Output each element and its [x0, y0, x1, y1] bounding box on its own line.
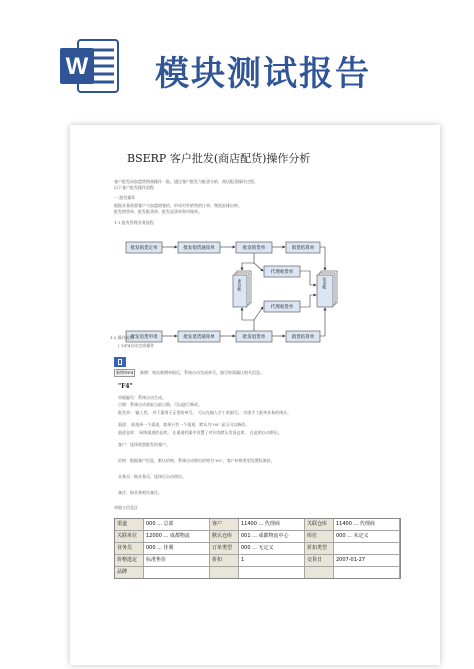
form-row — [115, 531, 400, 543]
related-unit-field[interactable]: 12000 ... 成都物流 — [143, 531, 210, 542]
order-type-field[interactable]: 000 ... 无定义 — [238, 543, 305, 554]
flow-node-inventory-ledger — [233, 271, 251, 307]
flow-node-label: 往来帐 — [322, 277, 328, 289]
flow-node-sales-notice — [178, 242, 220, 253]
f4-note: 新增：每次新增单据后，系统自动完成单号，填写时需确认相关信息。 — [140, 370, 264, 375]
flow-node-return-bill — [236, 331, 272, 342]
banner-title: 模块测试报告 — [155, 54, 371, 94]
flow-node-label: 代理收货单 — [270, 270, 294, 275]
flow-node-settlement — [286, 242, 320, 253]
form-row — [115, 555, 400, 567]
field-label: 库位 — [305, 531, 333, 542]
flow-node-agent-receipt-1 — [264, 266, 300, 277]
discount-field[interactable]: 1 — [238, 555, 305, 566]
flow-node-sales-bill — [236, 242, 272, 253]
field-label: 关联单位 — [115, 531, 143, 542]
word-logo-letter: W — [65, 53, 89, 80]
location-field[interactable]: 000 ... 未定义 — [333, 531, 400, 542]
form-row — [115, 519, 400, 531]
discount-type-field[interactable] — [333, 543, 400, 554]
instruction-line: 渠道仓库： 网络渠道的仓库。 在渠道档案中设置了对应的默认发货仓库。 在此则自动带出。 — [118, 430, 282, 435]
section1-text: 根据业务需要客户与加盟商签约，形成对外销售的订单，物流安排出库。 — [114, 203, 242, 208]
flow-caption: 1-1.批发管理业务流程 — [114, 220, 154, 225]
field-label: 品牌 — [115, 567, 143, 578]
instruction-line: 业务员：指业务员，选择后自动带出。 — [118, 474, 186, 479]
flow-node-label: 批发退货通知单 — [183, 335, 215, 340]
empty-field — [333, 567, 400, 578]
f4-label: "F4" — [118, 383, 133, 390]
flow-node-agent-receipt-2 — [264, 301, 300, 312]
field-label: 交货日 — [305, 555, 333, 566]
form-row — [115, 567, 400, 578]
delivery-date-field[interactable]: 2007-01-27 — [333, 555, 400, 566]
price-select[interactable]: 标准售价 — [143, 555, 210, 566]
flow-node-label: 批发退货申请 — [130, 335, 158, 340]
flow-node-label: 批发销货定单 — [130, 246, 158, 251]
instruction-line: 批发单： 输入者。 对于需用于正常的单号。 可以在输入手工单据号。 实现手工批单业务的统计。 — [118, 410, 292, 415]
field-label: 价格选定 — [115, 555, 143, 566]
flow-node-return-settlement — [286, 331, 320, 342]
field-label: 折扣 — [210, 555, 238, 566]
related-warehouse-field[interactable]: 11400 ... 代理商 — [333, 519, 400, 530]
salesperson-field[interactable]: 000 ... 佳翼 — [143, 543, 210, 554]
flow-node-label: 批发销货通知单 — [183, 246, 215, 251]
instruction-line: 客户：选择需要批发的客户。 — [118, 442, 170, 447]
flow-node-label: 批发销货单 — [242, 246, 266, 251]
flow-node-label: 销货结算单 — [291, 246, 315, 251]
field-label — [210, 567, 238, 578]
new-document-icon[interactable] — [114, 357, 126, 367]
field-label — [305, 567, 333, 578]
empty-field — [238, 567, 305, 578]
section2-heading: 1-2.操作说明 — [110, 335, 134, 340]
field-label: 关联仓库 — [305, 519, 333, 530]
word-logo-icon — [60, 38, 120, 94]
flow-node-label: 库存帐 — [237, 279, 243, 291]
flow-node-return-notice — [178, 331, 220, 342]
default-warehouse-field[interactable]: 001 ... 成都物流中心 — [238, 531, 305, 542]
flow-node-label: 批发退货单 — [242, 335, 266, 340]
document-page — [70, 125, 440, 665]
field-label: 折扣类型 — [305, 543, 333, 554]
instruction-line: 日期：系统自动获取当前日期，可以进行修改。 — [118, 402, 202, 407]
instruction-line: 备注：指业务相关备注。 — [118, 490, 162, 495]
document-header-form — [114, 518, 401, 579]
field-label: 业务员 — [115, 543, 143, 554]
new-f4-button[interactable]: 新增单F4 — [116, 370, 134, 375]
form-row — [115, 543, 400, 555]
field-label: 订单类型 — [210, 543, 238, 554]
field-label: 渠道 — [115, 519, 143, 530]
flow-node-label: 销货结算单 — [291, 335, 315, 340]
section2-sub: ( 1)F4自动完成操作 — [118, 343, 155, 348]
field-label: 默认仓库 — [210, 531, 238, 542]
field-label: 客户 — [210, 519, 238, 530]
section1-text: 批发销售单，批发配货单，批发退货单和对账单。 — [114, 209, 202, 214]
flow-node-account-ledger — [317, 271, 337, 307]
customer-field[interactable]: 11400 ... 代理商 — [238, 519, 305, 530]
business-flow-diagram — [70, 125, 440, 365]
form-caption: 单据主信息区 — [114, 505, 138, 510]
channel-field[interactable]: 000 ... 总部 — [143, 519, 210, 530]
brand-field[interactable] — [143, 567, 210, 578]
instruction-line: 价格：根据客户信息，默认价格，系统自动带出价格为"00"，客户价格类型设置标准价。 — [118, 458, 275, 463]
doc-title: BSERP 客户批发(商店配货)操作分析 — [127, 152, 311, 165]
banner — [0, 0, 474, 118]
flow-node-sales-order — [126, 242, 162, 253]
flow-node-label: 代理收货单 — [270, 305, 294, 310]
section1-heading: 一.批发操作 — [114, 195, 136, 200]
intro-line: 以下客户批发操作流程 — [114, 185, 154, 190]
instruction-line: 渠道： 前选择一个渠道，如果只有一个渠道，默认为"00" 显示可以修改。 — [118, 422, 250, 427]
intro-line: 客户批发向加盟营销商操作一批。通过客户批发与配货分析，商店配货操作过程。 — [114, 179, 258, 184]
instruction-line: 单据编号：系统自动生成。 — [118, 395, 166, 400]
